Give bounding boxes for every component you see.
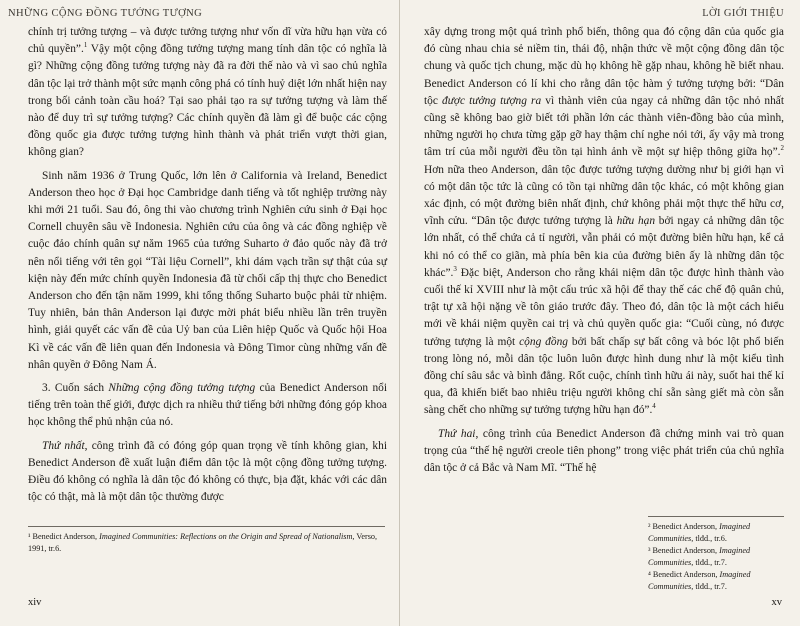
paragraph: 3. Cuốn sách Những cộng đồng tưởng tượng của Benedict Anderson nổi tiếng trên toàn thế giới, được dịch ra nhiều thứ tiếng bởi những đóng góp khoa học không thể phủ nhận của nó. [28, 382, 387, 429]
footnotes-right [648, 516, 784, 593]
page-number-left: xiv [28, 597, 42, 608]
footnotes-left [28, 526, 385, 555]
running-head-left: NHỮNG CỘNG ĐỒNG TƯỞNG TƯỢNG [8, 8, 203, 19]
footnote-ref: 4 [652, 402, 656, 411]
footnote-ref: 2 [780, 144, 784, 153]
paragraph: Thứ nhất, công trình đã có đóng góp quan trọng về tính không gian, khi Benedict Anderson đề xuất luận điểm dân tộc là một cộng đồng tưởng tượng. Điều đó không có nghĩa là dân tộc đó không có thực, bịa đặt, khác với các dân tộc có thật, mà là một dân tộc thường được [28, 439, 387, 504]
paragraph: chính trị tưởng tượng – và được tưởng tượng như vốn dĩ vừa hữu hạn vừa có chủ quyền”.$^1$ Vậy một cộng đồng tưởng tượng mang tính dân tộc có nghĩa là gì? Những cộng đồng tưởng tượng này đã ra đời thế nào và vì sao chủ nghĩa dân tộc lại trở thành một sức mạnh công phá có tính huỷ diệt lớn nhất hiện nay trong bối cảnh toàn cầu hoá? Tại sao phải tạo ra sự tưởng tượng và làm thế nào để duy trì sự tưởng tượng? Các chính quyền đã làm gì để buộc các cộng đồng quốc gia được tưởng tượng hình thành và phát triển vượt thời gian, không gian? [28, 26, 387, 159]
footnote: ¹ Benedict Anderson, Imagined Communities: Reflections on the Origin and Spread of Nationalism, Verso, 1991, tr.6. [28, 532, 378, 553]
paragraph: xây dựng trong một quá trình phổ biến, thông qua đó cộng dân của quốc gia đó cùng nhau chia sẻ niềm tin, thái độ, nhận thức về một cộng đồng dân tộc chung và quốc tịch chung, mặc dù họ không hề gặp nhau, không hề biết nhau. Benedict Anderson có lí khi cho rằng dân tộc hàm ý tưởng tượng bởi: “Dân tộc được tưởng tượng ra vì thành viên của ngay cả những dân tộc nhỏ nhất cũng sẽ không bao giờ biết tới phần lớn các thành viên-đồng bào của mình, những người họ chưa từng gặp gỡ hay thậm chí nghe nói tới, ấy vậy mà trong tâm trí của mỗi người đều tồn tại hình ảnh về một sự hiệp thông giữa họ”.$^2$ Hơn nữa theo Anderson, dân tộc được tưởng tượng dường như bị giới hạn vì có một dân tộc tức là cũng có tồn tại những dân tộc khác, có một không gian xác định, có một đường biên nhất định, chứ không phải một thực thể hữu cơ, vĩnh cửu. “Dân tộc được tưởng tượng là hữu hạn bởi ngay cả những dân tộc lớn nhất, có thể chứa cả tỉ người, vẫn phải có một đường biên hữu hạn, kể cả khi nó có thể co giãn, mà phía bên kia của đường biên ấy là những dân tộc khác”.$^3$ Đặc biệt, Anderson cho rằng khái niệm dân tộc được hình thành vào cuối thế kỉ XVIII như là một cấu trúc xã hội để thay thế các chế độ quân chủ, trật tự xã hội nặng về tôn giáo trước đây. Theo đó, dân tộc là một cách hiểu mới về khái niệm quyền cai trị và chủ quyền quốc gia: “Cuối cùng, nó được tưởng tượng là một cộng đồng bởi bất chấp sự bất công và bóc lột phổ biến trong lòng nó, mỗi dân tộc luôn luôn được hình dung như là một kiểu tình đồng chí sâu sắc và bình đẳng. Rốt cuộc, chính tình hữu ái này, suốt hai thế kỉ qua, đã khiến biết bao nhiêu triệu người không chỉ sẵn sàng giết mà còn sẵn sàng chết cho những sự tưởng tượng hữu hạn đó”.$^4$ [424, 26, 784, 417]
right-body [424, 24, 784, 477]
page-number-right: xv [771, 597, 782, 608]
footnote: ⁴ Benedict Anderson, Imagined Communities, tlđd., tr.7. [648, 570, 751, 591]
footnote-ref: 3 [453, 265, 457, 274]
footnote-ref: 1 [83, 41, 88, 50]
running-head-right: LỜI GIỚI THIỆU [702, 8, 784, 19]
left-body [28, 24, 387, 506]
paragraph: Sinh năm 1936 ở Trung Quốc, lớn lên ở California và Ireland, Benedict Anderson theo học ở Đại học Cambridge danh tiếng và tốt nghiệp trường này khi mới 21 tuổi. Sau đó, ông thi vào chương trình Nghiên cứu sinh ở Đại học Cornell chuyên sâu về Indonesia. Nghiên cứu của ông và các đồng nghiệp về cuộc đảo chính quân sự năm 1965 của tướng Suharto ở đảo quốc này đã trở nên nổi tiếng với tên gọi “Tài liệu Cornell”, khi dám vạch trần sự thật của sự kiện này đến mức chính quyền Indonesia đã từ chối cấp thị thực cho Benedict Anderson cho đến tận năm 1999, khi tổng thống Suharto buộc phải từ nhiệm. Tuy nhiên, bản thân Anderson lại được mời phát biểu nhiều lần trên truyền hình, giải quyết các vấn đề của Uỷ ban của Liên hiệp Quốc và Quốc hội Hoa Kì về các vấn đề liên quan đến Indonesia và Đông Timor cùng những vấn đề nhân quyền ở Đông Nam Á. [28, 169, 387, 371]
paragraph: Thứ hai, công trình của Benedict Anderson đã chứng minh vai trò quan trọng của “thế hệ người creole tiên phong” trong việc phát triển của chủ nghĩa dân tộc ở cả Bắc và Nam Mĩ. “Thế hệ [424, 427, 784, 475]
footnote: ² Benedict Anderson, Imagined Communities, tlđd., tr.6. [648, 522, 751, 543]
footnote: ³ Benedict Anderson, Imagined Communities, tlđd., tr.7. [648, 546, 751, 567]
right-page [400, 0, 800, 626]
